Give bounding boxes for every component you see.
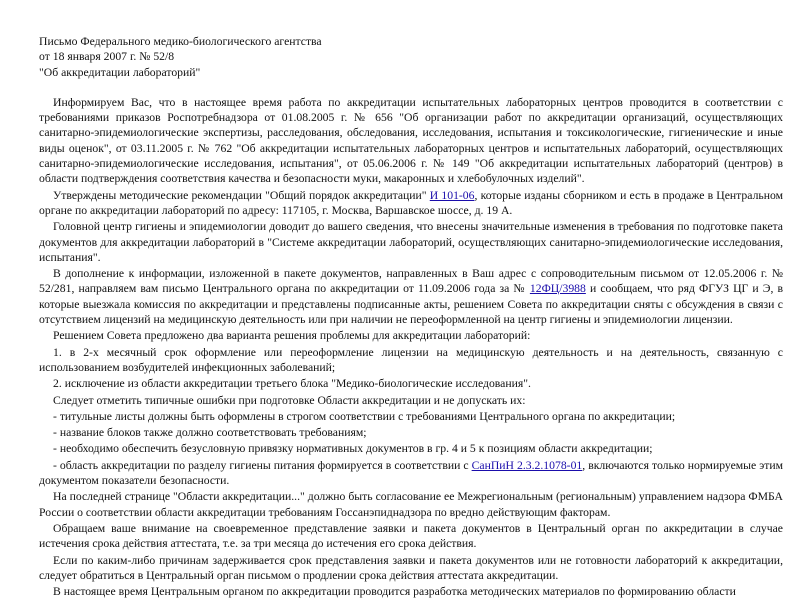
- header-line-title: "Об аккредитации лабораторий": [39, 65, 201, 79]
- error-item-3: - необходимо обеспечить безусловную привязку нормативных документов в гр. 4 и 5 к позициям области аккредитации;: [53, 442, 653, 456]
- paragraph-4-text-b: и сообщаем, что ряд ФГУЗ ЦГ и Э, в которые выезжала комиссия по аккредитации и представлены подписанные акты, решением Совета по аккредитации сняты с обсуждения в связи с отсутствием лицензий на медицинскую деятельность или при наличии не переоформленной на центр гигиены и эпидемиологии лицензии.: [39, 282, 784, 327]
- document-header: [39, 34, 783, 80]
- header-line-agency: Письмо Федерального медико-биологического агентства: [39, 35, 322, 48]
- list-item-2: 2. исключение из области аккредитации третьего блока "Медико-биологические исследования".: [53, 377, 531, 391]
- header-line-date: от 18 января 2007 г. № 52/8: [39, 50, 175, 64]
- paragraph-5: Решением Совета предложено два варианта решения проблемы для аккредитации лабораторий:: [53, 329, 531, 343]
- link-12fc-3988[interactable]: 12ФЦ/3988: [529, 282, 586, 296]
- list-item-1: 1. в 2-х месячный срок оформление или переоформление лицензии на медицинскую деятельность и на деятельность, связанную с использованием возбудителей инфекционных заболеваний;: [39, 345, 783, 374]
- error-item-4: [39, 458, 783, 489]
- error-item-2: - название блоков также должно соответствовать требованиям;: [53, 426, 367, 440]
- paragraph-1: Информируем Вас, что в настоящее время работа по аккредитации испытательных лабораторных центров проводится в соответствии с требованиями приказов Роспотребнадзора от 01.08.2005 г. № 656 "Об организации работ по аккредитации организаций, осуществляющих санитарно-эпидемиологические экспертизы, расследования, обследования, исследования, испытания и токсикологические, гигиенические и иные виды оценок", от 03.11.2005 г. № 762 "Об аккредитации испытательных лабораторных центров и испытательных лабораторий, осуществляющих санитарно-эпидемиологические исследования, испытания", от 05.06.2006 г. № 149 "Об аккредитации испытательных лабораторий (центров) в области подтверждения соответствия качества и безопасности муки, макаронных и хлебобулочных изделий".: [39, 95, 783, 186]
- paragraph-14: Обращаем ваше внимание на своевременное представление заявки и пакета документов в Центральный орган по аккредитации в случае истечения срока действия аттестата, т.е. за три месяца до истечения его срока действия.: [39, 521, 783, 551]
- paragraph-13: На последней странице "Области аккредитации..." должно быть согласование ее Межрегиональным (региональным) управлением надзора ФМБА России о соответствии области аккредитации требованиям Госсанэпиднадзора по вредно действующим факторам.: [39, 490, 783, 519]
- link-i-101-06[interactable]: И 101-06: [429, 188, 475, 202]
- paragraph-2-text-b: , которые изданы сборником и есть в продаже в Центральном органе по аккредитации лабораторий по адресу: 117105, г. Москва, Варшавское шоссе, д. 19 А.: [39, 188, 784, 217]
- error-item-1: - титульные листы должны быть оформлены в строгом соответствии с требованиями Центрального органа по аккредитации;: [53, 409, 676, 423]
- paragraph-errors-intro: Следует отметить типичные ошибки при подготовке Области аккредитации и не допускать их:: [53, 393, 526, 407]
- paragraph-2-text-a: Утверждены методические рекомендации "Общий порядок аккредитации": [53, 188, 430, 202]
- paragraph-16: В настоящее время Центральным органом по аккредитации проводится разработка методических материалов по формированию области: [53, 585, 736, 599]
- paragraph-15: Если по каким-либо причинам задерживается срок представления заявки и пакета документов или не готовности лабораторий к аккредитации, следует обратиться в Центральный орган письмом о продлении срока действия аттестата аккредитации.: [39, 553, 783, 582]
- paragraph-3: Головной центр гигиены и эпидемиологии доводит до вашего сведения, что внесены значительные изменения в требования по подготовке пакета документов для аккредитации лабораторий в "Системе аккредитации лабораторий, осуществляющих санитарно-эпидемиологические исследования, испытания".: [39, 220, 783, 264]
- error-item-4-text-b: , включаются только нормируемые этим документом показатели безопасности.: [39, 458, 783, 488]
- paragraph-4-text-a: В дополнение к информации, изложенной в пакете документов, направленных в Ваш адрес с сопроводительным письмом от 12.05.2006 г. № 52/281, направляем вам письмо Центрального органа по аккредитации от 11.09.2006 года за №: [39, 267, 783, 296]
- paragraph-2: [39, 188, 783, 219]
- link-sanpin[interactable]: СанПиН 2.3.2.1078-01: [471, 458, 583, 472]
- paragraph-4: [39, 266, 783, 327]
- error-item-4-text-a: - область аккредитации по разделу гигиены питания формируется в соответствии с: [53, 458, 472, 472]
